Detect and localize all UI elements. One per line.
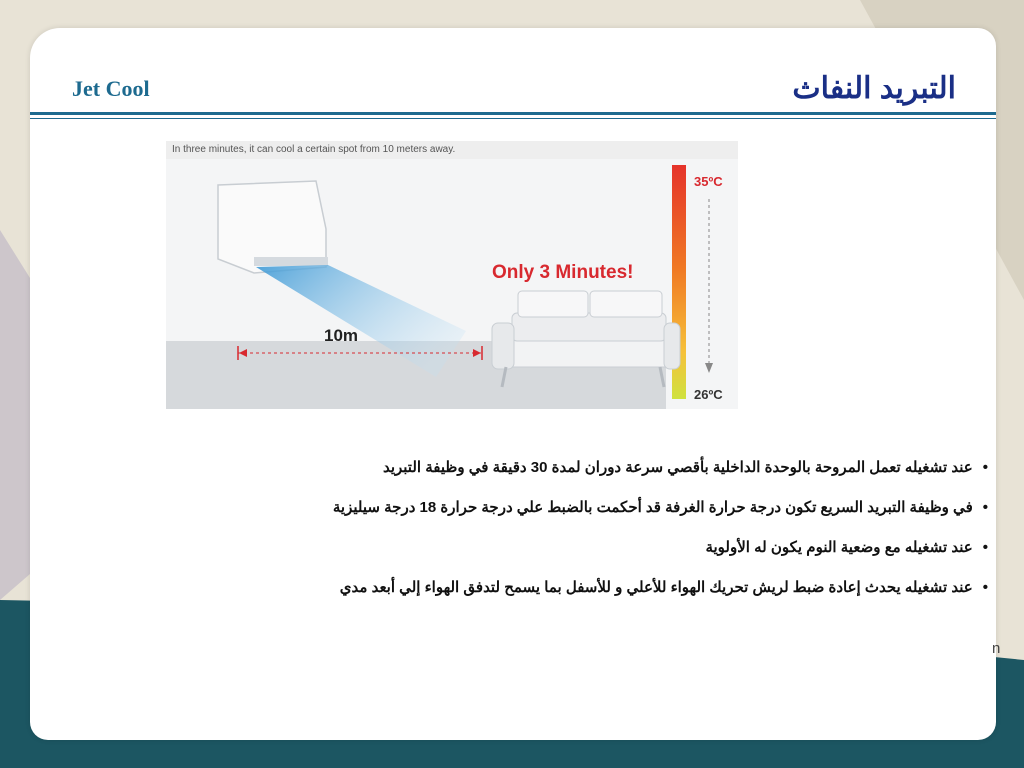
jet-cool-illustration xyxy=(166,141,738,409)
slide-title-english: Jet Cool xyxy=(72,76,150,101)
slide-card xyxy=(30,28,1001,740)
title-divider-thin xyxy=(30,118,996,119)
bullet-list xyxy=(148,448,988,608)
temp-high-label: 35ºC xyxy=(694,174,723,189)
illustration-graphic xyxy=(166,141,738,409)
bullet-item: •عند تشغيله تعمل المروحة بالوحدة الداخلية بأقصي سرعة دوران لمدة 30 دقيقة في وظيفة التبريد xyxy=(382,459,988,476)
figure-caption: In three minutes, it can cool a certain spot from 10 meters away. xyxy=(172,144,456,155)
distance-label: 10m xyxy=(324,326,359,345)
title-divider xyxy=(30,112,996,115)
bullet-item: •عند تشغيله يحدث إعادة ضبط لريش تحريك الهواء للأعلي و للأسفل بما يسمح لتدفق الهواء إلي أبعد مدي xyxy=(339,579,988,596)
headline-label: Only 3 Minutes! xyxy=(492,262,634,283)
temp-low-label: 26ºC xyxy=(694,387,723,402)
bullet-item: •عند تشغيله مع وضعية النوم يكون له الأولوية xyxy=(705,539,988,556)
stray-text-fragment: n xyxy=(992,640,1001,657)
slide-title-arabic: التبريد النفاث xyxy=(792,72,956,105)
bullet-item: •في وظيفة التبريد السريع تكون درجة حرارة الغرفة قد أحكمت بالضبط علي درجة حرارة 18 درجة سيليزية xyxy=(332,499,988,516)
